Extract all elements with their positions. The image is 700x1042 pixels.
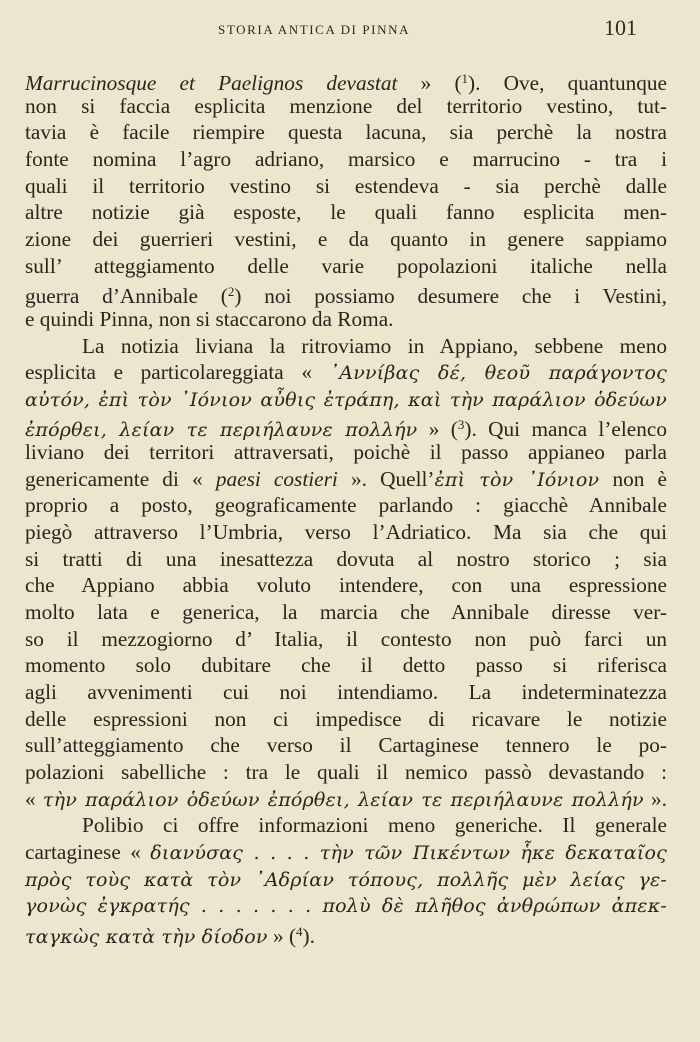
text-run: delle espressioni non ci impedisce di ricavare le notizie	[25, 706, 667, 731]
greek-text: γονὼς ἐγκρατής . . . . . . . πολὺ δὲ πλῆθος ἀνθρώπων ἀπεκ-	[25, 895, 667, 918]
text-line	[25, 679, 667, 705]
greek-text: ᾿Αννίβας δέ, θεοῦ παράγοντος	[329, 362, 667, 385]
text-line	[25, 519, 667, 545]
page-number: 101	[604, 15, 637, 40]
text-line	[25, 306, 667, 332]
greek-text: ἐπὶ τὸν ᾿Ιόνιον	[434, 468, 600, 491]
text-run: » (	[267, 923, 297, 948]
text-run: La notizia liviana la ritroviamo in Appiano, sebbene meno	[82, 333, 667, 358]
footnote-ref: 4	[296, 923, 303, 939]
text-run: Polibio ci offre informazioni meno generiche. Il generale	[82, 813, 667, 838]
text-run: fonte nomina l’agro adriano, marsico e marrucino - tra i	[25, 146, 667, 171]
text-line	[25, 199, 667, 225]
text-line	[25, 759, 667, 785]
greek-text: αὐτόν, ἐπὶ τὸν ᾿Ιόνιον αὖθις ἐτράπη, καὶ τὴν παράλιον ὁδεύων	[25, 388, 667, 411]
text-run: non è	[599, 466, 667, 491]
text-line	[25, 279, 667, 309]
page-header	[0, 14, 700, 46]
italic-text: paesi costieri	[215, 466, 338, 491]
text-run: ) noi possiamo desumere che i Vestini,	[234, 284, 667, 309]
text-run: ». Quell’	[337, 466, 435, 491]
text-run: e quindi Pinna, non si staccarono da Roma.	[25, 306, 394, 331]
text-line	[25, 892, 667, 919]
text-run: esplicita e particolareggiata «	[25, 360, 330, 385]
footnote-ref: 3	[457, 417, 465, 433]
text-line	[25, 919, 667, 950]
text-run: » (	[417, 417, 458, 442]
text-line	[25, 599, 667, 625]
text-run: » (	[397, 71, 462, 95]
text-run: «	[25, 786, 43, 811]
text-line	[25, 866, 667, 893]
text-line	[25, 439, 667, 465]
text-run: guerra d’Annibale (	[25, 284, 228, 309]
text-run: ».	[643, 786, 667, 811]
text-run: molto lata e generica, la marcia che Annibale diresse ver-	[25, 600, 667, 624]
text-run: sull’ atteggiamento delle varie popolazioni italiche nella	[25, 253, 667, 278]
text-run: momento solo dubitare che il detto passo si riferisca	[25, 653, 667, 678]
text-run: non si faccia esplicita menzione del territorio vestino, tut-	[25, 93, 667, 118]
text-line	[25, 253, 667, 279]
text-line	[25, 66, 667, 96]
footnote-ref: 2	[227, 284, 235, 300]
text-run: cartaginese «	[25, 839, 151, 864]
text-line	[25, 492, 667, 518]
text-run: polazioni sabelliche : tra le quali il nemico passò devastando :	[25, 759, 667, 784]
text-line	[25, 786, 667, 813]
text-run: piegò attraverso l’Umbria, verso l’Adriatico. Ma sia che qui	[25, 520, 667, 545]
text-run: ). Ove, quantunque	[468, 71, 668, 95]
text-line	[25, 732, 667, 758]
text-line	[25, 226, 667, 252]
text-line	[25, 119, 667, 145]
greek-text: ἐπόρθει, λείαν τε περιήλαυνε πολλήν	[25, 419, 418, 442]
greek-text: πρὸς τοὺς κατὰ τὸν ᾿Αδρίαν τόπους, πολλῆς μὲν λείας γε-	[25, 868, 667, 891]
text-line	[25, 466, 667, 493]
text-line	[25, 386, 667, 413]
text-run: ).	[302, 923, 315, 948]
text-run: proprio a posto, geograficamente parlando : giacchè Annibale	[25, 493, 667, 518]
text-run: genericamente di «	[25, 466, 216, 491]
text-run: liviano dei territori attraversati, poichè il passo appianeo parla	[25, 440, 667, 465]
text-run: zione dei guerrieri vestini, e da quanto in genere sappiamo	[25, 226, 667, 251]
italic-text: Marrucinosque et Paelignos devastat	[25, 71, 398, 95]
text-line	[25, 93, 667, 119]
text-line	[82, 812, 667, 838]
greek-text: τὴν παράλιον ὁδεύων ἐπόρθει, λείαν τε περιήλαυνε πολλήν	[42, 788, 644, 811]
text-run: tavia è facile riempire questa lacuna, sia perchè la nostra	[25, 120, 667, 145]
text-line	[25, 146, 667, 172]
text-line	[25, 652, 667, 678]
text-run: sull’atteggiamento che verso il Cartaginese tennero le po-	[25, 733, 667, 758]
text-run: altre notizie già esposte, le quali fanno esplicita men-	[25, 200, 667, 225]
text-line	[25, 572, 667, 598]
greek-text: ταγκὼς κατὰ τὴν δίοδον	[25, 925, 268, 948]
text-line	[25, 546, 667, 572]
running-title: STORIA ANTICA DI PINNA	[218, 22, 411, 37]
text-line	[25, 359, 667, 386]
text-line	[25, 839, 667, 866]
text-line	[25, 173, 667, 199]
footnote-ref: 1	[461, 71, 469, 86]
text-line	[25, 706, 667, 732]
greek-text: διανύσας . . . . τὴν τῶν Πικέντων ἧκε δεκαταῖος	[150, 841, 667, 864]
text-run: si tratti di una inesattezza dovuta al nostro storico ; sia	[25, 546, 667, 571]
text-run: quali il territorio vestino si estendeva - sia perchè dalle	[25, 173, 667, 198]
text-line	[25, 626, 667, 652]
text-run: agli avvenimenti cui noi intendiamo. La indeterminatezza	[25, 679, 667, 704]
text-run: che Appiano abbia voluto intendere, con una espressione	[25, 573, 667, 598]
text-run: ). Qui manca l’elenco	[464, 417, 667, 442]
text-line	[82, 333, 667, 359]
text-run: so il mezzogiorno d’ Italia, il contesto non può farci un	[25, 626, 667, 651]
